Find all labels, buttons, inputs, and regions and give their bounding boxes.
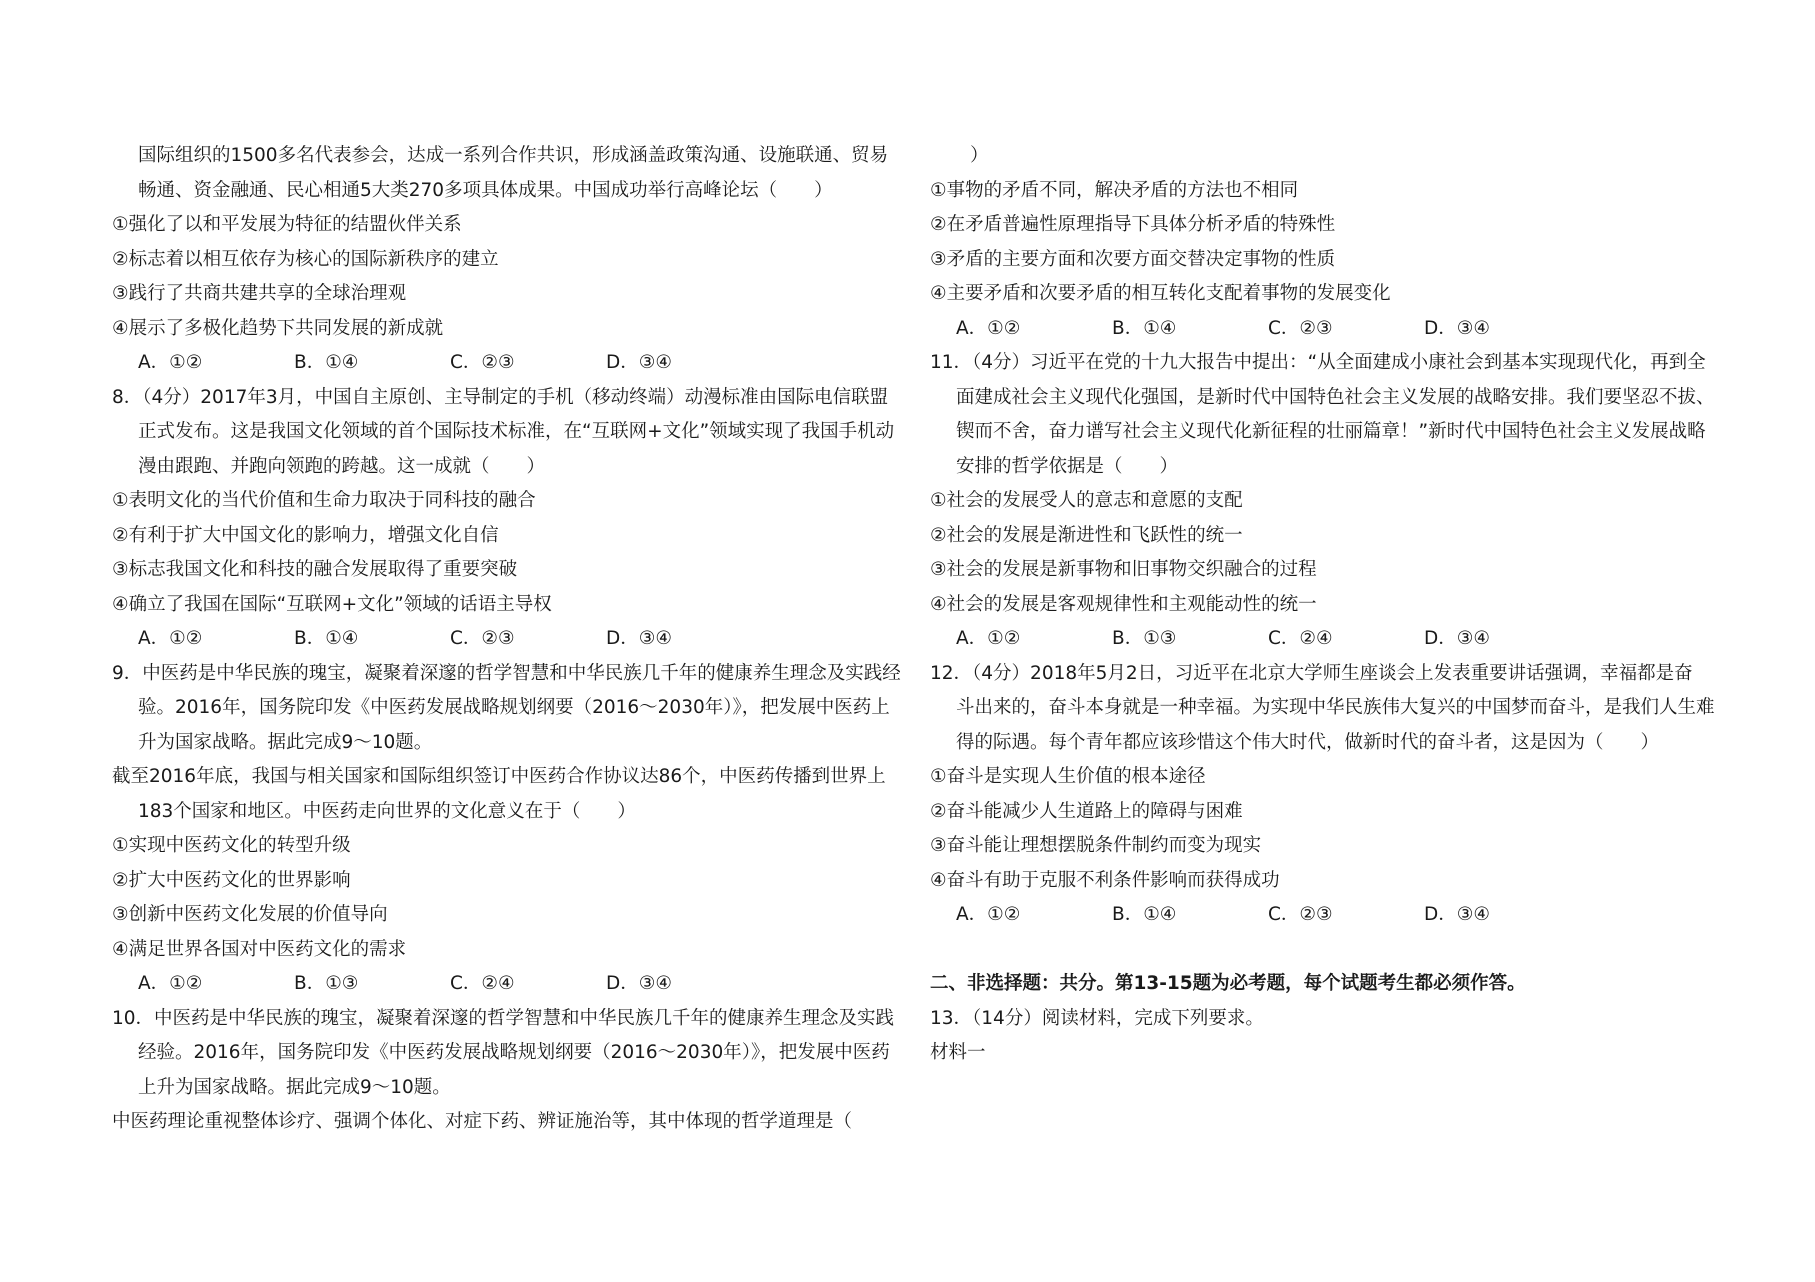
q8-item: ④确立了我国在国际“互联网+文化”领域的话语主导权 [112,593,552,615]
q8-stem-line: 8．（4分）2017年3月，中国自主原创、主导制定的手机（移动终端）动漫标准由国际电信联盟 [112,386,889,408]
q8-stem-line: 漫由跟跑、并跑向领跑的跨越。这一成就（ ） [138,455,546,477]
option-a: A．①② [956,317,1021,339]
q9-sub-line: 183个国家和地区。中医药走向世界的文化意义在于（ ） [138,800,636,822]
q10-item: ③矛盾的主要方面和次要方面交替决定事物的性质 [930,248,1336,270]
q10-item: ②在矛盾普遍性原理指导下具体分析矛盾的特殊性 [930,214,1336,235]
option-a: A．①② [138,352,203,373]
option-d: D．③④ [1424,317,1490,339]
q7-stem-line: 国际组织的1500多名代表参会，达成一系列合作共识，形成涵盖政策沟通、设施联通、贸易 [138,145,889,166]
q8-item: ③标志我国文化和科技的融合发展取得了重要突破 [112,559,518,580]
option-c: C．②③ [450,352,515,373]
q11-stem-line: 面建成社会主义现代化强国，是新时代中国特色社会主义发展的战略安排。我们要坚忍不拔、 [956,386,1715,408]
option-c: C．②④ [450,973,515,994]
option-b: B．①③ [294,973,359,994]
option-c: C．②③ [450,628,515,649]
q12-stem-line: 得的际遇。每个青年都应该珍惜这个伟大时代，做新时代的奋斗者，这是因为（ ） [956,731,1660,753]
option-a: A．①② [956,628,1021,649]
q12-options [930,898,1730,933]
q12-item: ②奋斗能减少人生道路上的障碍与困难 [930,800,1243,822]
option-d: D．③④ [1424,628,1490,649]
q10-options [930,312,1730,347]
option-b: B．①④ [294,352,359,373]
option-b: B．①③ [1112,628,1177,649]
q11-item: ③社会的发展是新事物和旧事物交织融合的过程 [930,559,1317,580]
q11-item: ①社会的发展受人的意志和意愿的支配 [930,490,1243,511]
q11-stem-line: 11．（4分）习近平在党的十九大报告中提出：“从全面建成小康社会到基本实现现代化，再到全 [930,352,1706,373]
q13-stem: 13．（14分）阅读材料，完成下列要求。 [930,1007,1264,1029]
q9-item: ①实现中医药文化的转型升级 [112,835,351,856]
q12-stem-line: 12．（4分）2018年5月2日，习近平在北京大学师生座谈会上发表重要讲话强调，幸福都是奋 [930,662,1693,684]
option-d: D．③④ [1424,904,1490,925]
q10-close-paren: ） [970,145,989,166]
q9-item: ②扩大中医药文化的世界影响 [112,869,351,891]
option-d: D．③④ [606,628,672,649]
q9-stem-line: 验。2016年，国务院印发《中医药发展战略规划纲要（2016～2030年）》，把发展中医药上 [138,697,890,718]
q10-item: ①事物的矛盾不同，解决矛盾的方法也不相同 [930,179,1299,201]
section-heading: 二、非选择题：共分。第13-15题为必考题，每个试题考生都必须作答。 [930,973,1526,994]
q11-stem-line: 锲而不舍，奋力谱写社会主义现代化新征程的壮丽篇章！”新时代中国特色社会主义发展战略 [956,421,1706,442]
option-c: C．②③ [1268,904,1333,925]
q7-item: ③践行了共商共建共享的全球治理观 [112,283,407,304]
q9-options [112,967,912,1002]
q8-item: ①表明文化的当代价值和生命力取决于同科技的融合 [112,490,536,511]
q9-stem-line: 升为国家战略。据此完成9～10题。 [138,731,433,753]
q9-stem-line: 9．中医药是中华民族的瑰宝，凝聚着深邃的哲学智慧和中华民族几千年的健康养生理念及实践经 [112,662,901,684]
option-a: A．①② [138,628,203,649]
q11-item: ④社会的发展是客观规律性和主观能动性的统一 [930,593,1317,615]
right-column [930,139,1730,1071]
q11-options [930,622,1730,657]
option-b: B．①④ [1112,317,1177,339]
q9-item: ③创新中医药文化发展的价值导向 [112,904,388,925]
option-c: C．②③ [1268,317,1333,339]
option-d: D．③④ [606,352,672,373]
q8-stem-line: 正式发布。这是我国文化领域的首个国际技术标准，在“互联网+文化”领域实现了我国手机动 [138,421,895,442]
q12-item: ④奋斗有助于克服不利条件影响而获得成功 [930,869,1280,891]
q7-item: ②标志着以相互依存为核心的国际新秩序的建立 [112,248,499,270]
left-column [112,139,912,1140]
section-spacer [930,933,1730,968]
q7-options [112,346,912,381]
q12-item: ①奋斗是实现人生价值的根本途径 [930,766,1206,787]
option-c: C．②④ [1268,628,1333,649]
q7-item: ④展示了多极化趋势下共同发展的新成就 [112,317,444,339]
q7-stem-line: 畅通、资金融通、民心相通5大类270多项具体成果。中国成功举行高峰论坛（ ） [138,179,833,201]
q10-item: ④主要矛盾和次要矛盾的相互转化支配着事物的发展变化 [930,283,1391,304]
q8-options [112,622,912,657]
q12-item: ③奋斗能让理想摆脱条件制约而变为现实 [930,835,1262,856]
q9-sub-line: 截至2016年底，我国与相关国家和国际组织签订中医药合作协议达86个，中医药传播到世界上 [112,766,886,787]
material-label: 材料一 [930,1042,986,1063]
option-b: B．①④ [1112,904,1177,925]
q10-sub-line: 中医药理论重视整体诊疗、强调个体化、对症下药、辨证施治等，其中体现的哲学道理是（ [112,1111,853,1132]
q11-item: ②社会的发展是渐进性和飞跃性的统一 [930,524,1243,546]
q11-stem-line: 安排的哲学依据是（ ） [956,455,1179,477]
q8-item: ②有利于扩大中国文化的影响力，增强文化自信 [112,524,499,546]
q10-stem-line: 上升为国家战略。据此完成9～10题。 [138,1076,451,1098]
q9-item: ④满足世界各国对中医药文化的需求 [112,938,407,960]
q12-stem-line: 斗出来的，奋斗本身就是一种幸福。为实现中华民族伟大复兴的中国梦而奋斗，是我们人生难 [956,697,1715,718]
option-a: A．①② [138,973,203,994]
option-b: B．①④ [294,628,359,649]
option-a: A．①② [956,904,1021,925]
q10-stem-line: 经验。2016年，国务院印发《中医药发展战略规划纲要（2016～2030年）》，把发展中医药 [138,1042,890,1063]
option-d: D．③④ [606,973,672,994]
q7-item: ①强化了以和平发展为特征的结盟伙伴关系 [112,214,462,235]
q10-stem-line: 10．中医药是中华民族的瑰宝，凝聚着深邃的哲学智慧和中华民族几千年的健康养生理念及实践 [112,1007,895,1029]
